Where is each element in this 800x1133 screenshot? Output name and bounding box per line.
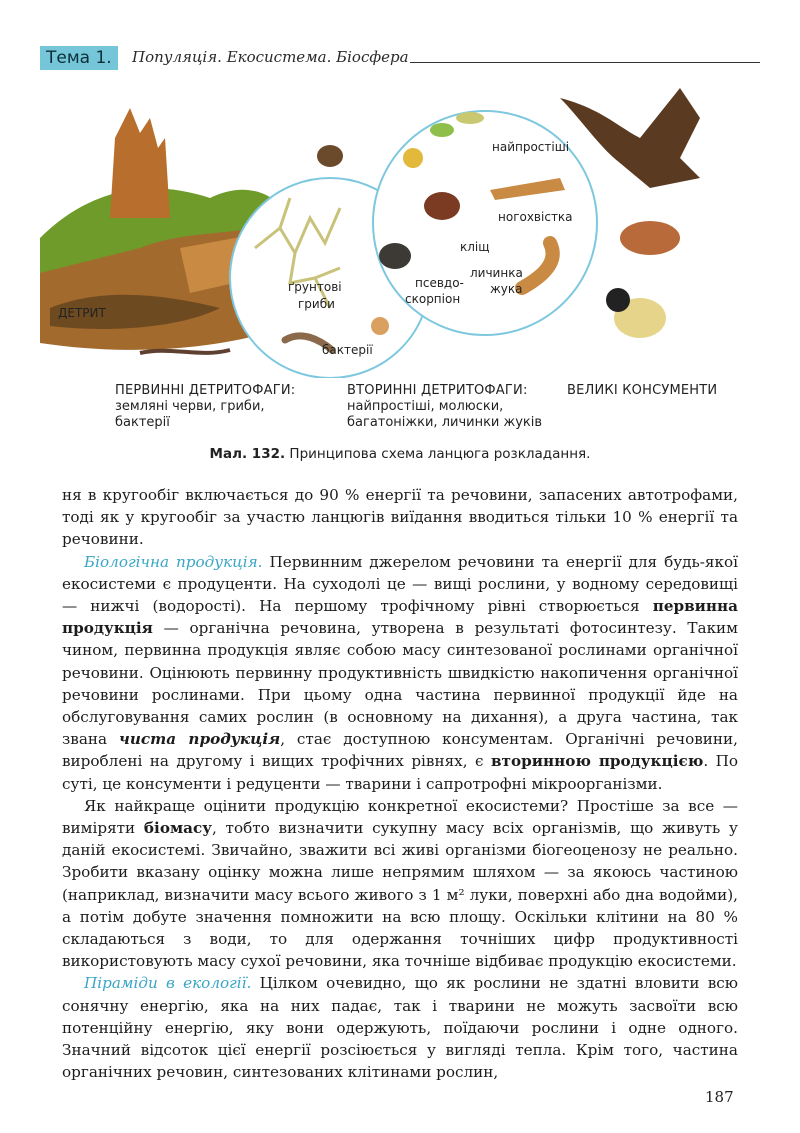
snail-shell	[317, 145, 343, 167]
mite	[424, 192, 460, 220]
mouse	[620, 221, 680, 255]
worm	[140, 350, 230, 353]
column-line: багатоніжки, личинки жуків	[347, 415, 543, 430]
text-run: Як найкраще оцінити продукцію конкретної екосистеми? Простіше за все — виміряти	[62, 796, 738, 838]
column-line: земляні черви, гриби,	[115, 399, 265, 414]
label-psevdo: псевдо-	[415, 276, 464, 290]
label-skorpion: скорпіон	[405, 292, 461, 306]
text-run: ня в кругообіг включається до 90 % енергії та речовини, запасених автотрофами, тоді як у кругообіг за участю ланцюгів виїдання вводиться тільки 10 % енергії та речовини.	[62, 486, 738, 549]
figure-caption	[0, 446, 800, 462]
protozoa-1	[430, 123, 454, 137]
label-klishch: кліщ	[460, 240, 490, 254]
paragraph	[62, 551, 738, 795]
text-run: — органічна речовина, утворена в результаті фотосинтезу. Таким чином, первинна продукція являє собою масу синтезованої рослинами органічної речовини. Оцінюють первинну продуктивність швидкістю накопичення органічної речовини рослинами. При цьому одна частина первинної продукції йде на обслуговування самих рослин (в основному на дихання), а друга частина, так звана	[62, 619, 738, 749]
body-text	[62, 484, 738, 1083]
column-line: найпростіші, молюски,	[347, 399, 504, 414]
column-heading: ВТОРИННІ ДЕТРИТОФАГИ:	[347, 383, 528, 398]
term-biomass: біомасу	[143, 819, 212, 838]
header-rule	[410, 62, 760, 63]
label-bakterii: бактерії	[322, 343, 373, 357]
column-heading: ВЕЛИКІ КОНСУМЕНТИ	[567, 383, 718, 398]
label-lychynka: личинка	[470, 266, 523, 280]
term-secondary-production: вторинною продукцією	[490, 752, 704, 771]
pseudoscorpion	[379, 243, 411, 269]
column-line: бактерії	[115, 415, 170, 430]
section-heading-pyramids: Піраміди в екології.	[84, 974, 252, 993]
label-zhuka: жука	[490, 282, 523, 296]
label-detryt: ДЕТРИТ	[58, 306, 106, 320]
paragraph	[62, 795, 738, 973]
label-hruntovi: ґрунтові	[288, 280, 342, 294]
header-title: Популяція. Екосистема. Біосфера	[132, 48, 409, 66]
bacteria-cluster	[371, 317, 389, 335]
term-net-production: чиста продукція	[118, 730, 281, 749]
column-primary	[115, 383, 295, 431]
label-nohokhvistka: ногохвістка	[498, 210, 573, 224]
paragraph	[62, 484, 738, 551]
tit-head	[606, 288, 630, 312]
protozoa-3	[403, 148, 423, 168]
text-run: . По суті, це консументи і редуценти — тварини і сапротрофні мікроорганізми.	[62, 752, 738, 793]
decomposition-figure	[40, 78, 760, 378]
column-large-consumers	[567, 383, 717, 399]
label-hryby: гриби	[298, 297, 335, 311]
text-run: Цілком очевидно, що як рослини не здатні вловити всю сонячну енергію, яка на них падає, так і тварини не можуть засвоїти всю потенційну енергію, яку вони одержують, поїдаючи рослини і одне одного. Значний відсоток цієї енергії розсіюється у вигляді тепла. Крім того, частина органічних речовин, синтезованих клітинами рослин,	[62, 974, 738, 1082]
column-heading: ПЕРВИННІ ДЕТРИТОФАГИ:	[115, 383, 296, 398]
running-header	[40, 46, 760, 72]
figure-caption-text: Принципова схема ланцюга розкладання.	[289, 446, 591, 462]
text-run: Первинним джерелом речовини та енергії для будь-якої екосистеми є продуценти. На суходолі це — вищі рослини, у водному середовищі — нижчі (водорості). На першому трофічному рівні створюється	[62, 552, 738, 616]
protozoa-2	[456, 112, 484, 124]
column-secondary	[347, 383, 542, 431]
paragraph	[62, 972, 738, 1083]
text-run: , стає доступною консументам. Органічні речовини, вироблені на другому і вищих трофічних рівнях, є	[62, 730, 738, 771]
section-heading-bio-production: Біологічна продукція.	[84, 552, 263, 571]
label-naiprostishi: найпростіші	[492, 140, 570, 154]
figure-illustration	[40, 78, 760, 378]
page-number: 187	[705, 1088, 734, 1106]
stump	[110, 108, 170, 218]
term-primary-production: первинна продукція	[62, 597, 738, 638]
figure-column-labels	[75, 383, 765, 433]
figure-caption-label: Мал. 132.	[209, 446, 286, 462]
topic-badge: Тема 1.	[40, 46, 118, 70]
text-run: , тобто визначити сукупну масу всіх організмів, що живуть у даній екосистемі. Звичайно, зважити всі живі організми біогеоценозу не реально. Зробити вказану оцінку можна лише непрямим шляхом — за якоюсь частиною (наприклад, визначити масу всього живого з 1 м² луки, поверхні або дна водойми), а потім добуте значення помножити на всю площу. Оскільки клітини на 80 % складаються з води, то для одержання точніших цифр продуктивності використовують масу сухої речовини, яка точніше відбиває продукцію екосистеми.	[62, 819, 738, 971]
